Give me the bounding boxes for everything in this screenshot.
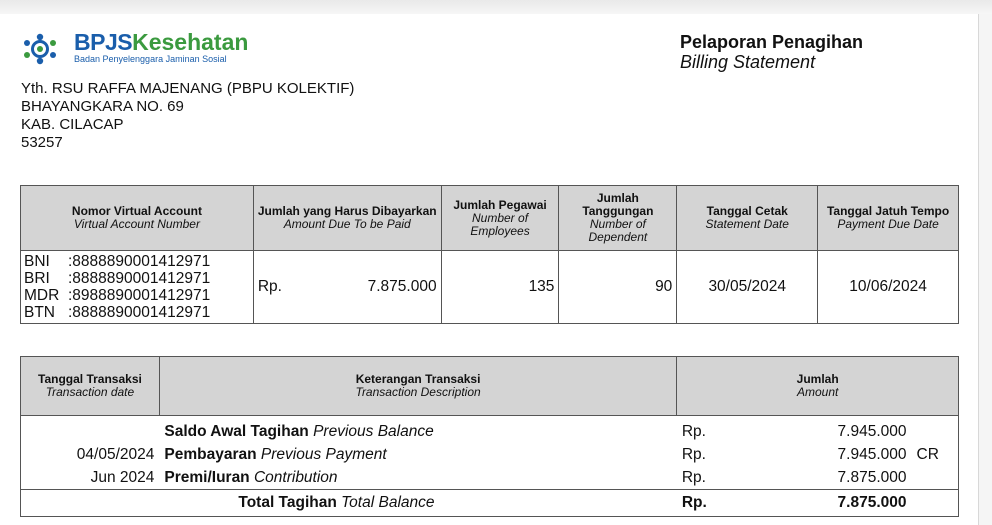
transaction-flag: CR bbox=[912, 443, 959, 466]
address-line: KAB. CILACAP bbox=[21, 116, 124, 133]
col-header: Tanggal Jatuh Tempo Payment Due Date bbox=[818, 186, 959, 251]
transactions-table bbox=[20, 356, 959, 517]
transaction-description: Pembayaran Previous Payment bbox=[164, 445, 387, 463]
transaction-currency: Rp. bbox=[681, 445, 706, 463]
bpjs-logo bbox=[20, 30, 260, 66]
transaction-amount: 7.875.000 bbox=[837, 468, 907, 486]
table-row bbox=[21, 466, 959, 490]
total-flag-spacer bbox=[912, 490, 959, 517]
due-date-cell: 10/06/2024 bbox=[818, 251, 959, 324]
total-spacer bbox=[21, 490, 160, 517]
col-header: Keterangan Transaksi Transaction Description bbox=[159, 357, 676, 416]
transaction-date: 04/05/2024 bbox=[21, 443, 160, 466]
billing-summary-table bbox=[20, 185, 959, 324]
table-row bbox=[21, 443, 959, 466]
va-row-mdr: MDR :8988890001412971 bbox=[24, 287, 211, 304]
transaction-amount: 7.945.000 bbox=[837, 422, 907, 440]
col-header: Jumlah yang Harus Dibayarkan Amount Due To be Paid bbox=[253, 186, 441, 251]
transaction-description: Saldo Awal Tagihan Previous Balance bbox=[164, 422, 434, 440]
statement-date-cell: 30/05/2024 bbox=[677, 251, 818, 324]
viewer-top-bar bbox=[0, 0, 992, 14]
transactions-header-row bbox=[21, 357, 959, 416]
summary-header-row bbox=[21, 186, 959, 251]
transaction-date bbox=[21, 420, 160, 443]
amount-due-currency: Rp. bbox=[257, 278, 282, 295]
logo-kesehatan: Kesehatan bbox=[132, 29, 249, 55]
logo-subtitle: Badan Penyelenggara Jaminan Sosial bbox=[74, 54, 227, 64]
col-header: Tanggal Cetak Statement Date bbox=[677, 186, 818, 251]
col-header: Jumlah Amount bbox=[677, 357, 959, 416]
total-currency: Rp. bbox=[677, 490, 817, 517]
transaction-description: Premi/Iuran Contribution bbox=[164, 468, 338, 486]
va-row-bni: BNI :8888890001412971 bbox=[24, 253, 211, 270]
total-amount: 7.875.000 bbox=[817, 490, 912, 517]
recipient-address bbox=[21, 80, 354, 152]
address-line: Yth. RSU RAFFA MAJENANG (PBPU KOLEKTIF) bbox=[21, 80, 355, 97]
transaction-currency: Rp. bbox=[681, 422, 706, 440]
transaction-flag bbox=[912, 466, 959, 490]
transaction-flag bbox=[912, 420, 959, 443]
summary-data-row bbox=[21, 251, 959, 324]
page-subtitle: Billing Statement bbox=[680, 52, 816, 72]
employees-cell: 135 bbox=[441, 251, 559, 324]
bpjs-emblem-icon bbox=[20, 32, 60, 66]
col-header: Nomor Virtual Account Virtual Account Number bbox=[21, 186, 254, 251]
address-line: BHAYANGKARA NO. 69 bbox=[21, 98, 184, 115]
scrollbar[interactable] bbox=[979, 14, 992, 525]
virtual-account-cell bbox=[21, 251, 254, 324]
transaction-currency: Rp. bbox=[681, 468, 706, 486]
transaction-date: Jun 2024 bbox=[21, 466, 160, 490]
logo-bpjs: BPJS bbox=[74, 29, 133, 55]
col-header: Jumlah Tanggungan Number of Dependent bbox=[559, 186, 677, 251]
total-label: Total Tagihan Total Balance bbox=[159, 490, 676, 517]
amount-due-cell bbox=[253, 251, 441, 324]
dependents-cell: 90 bbox=[559, 251, 677, 324]
va-row-bri: BRI :8888890001412971 bbox=[24, 270, 211, 287]
amount-due-value: 7.875.000 bbox=[367, 278, 437, 295]
va-row-btn: BTN :8888890001412971 bbox=[24, 304, 211, 321]
total-row bbox=[21, 490, 959, 517]
address-line: 53257 bbox=[21, 134, 63, 151]
document-heading bbox=[680, 32, 863, 72]
transaction-amount: 7.945.000 bbox=[837, 445, 907, 463]
table-row bbox=[21, 420, 959, 443]
col-header: Tanggal Transaksi Transaction date bbox=[21, 357, 160, 416]
col-header: Jumlah Pegawai Number of Employees bbox=[441, 186, 559, 251]
logo-title bbox=[74, 30, 248, 54]
page-title: Pelaporan Penagihan bbox=[680, 32, 864, 52]
